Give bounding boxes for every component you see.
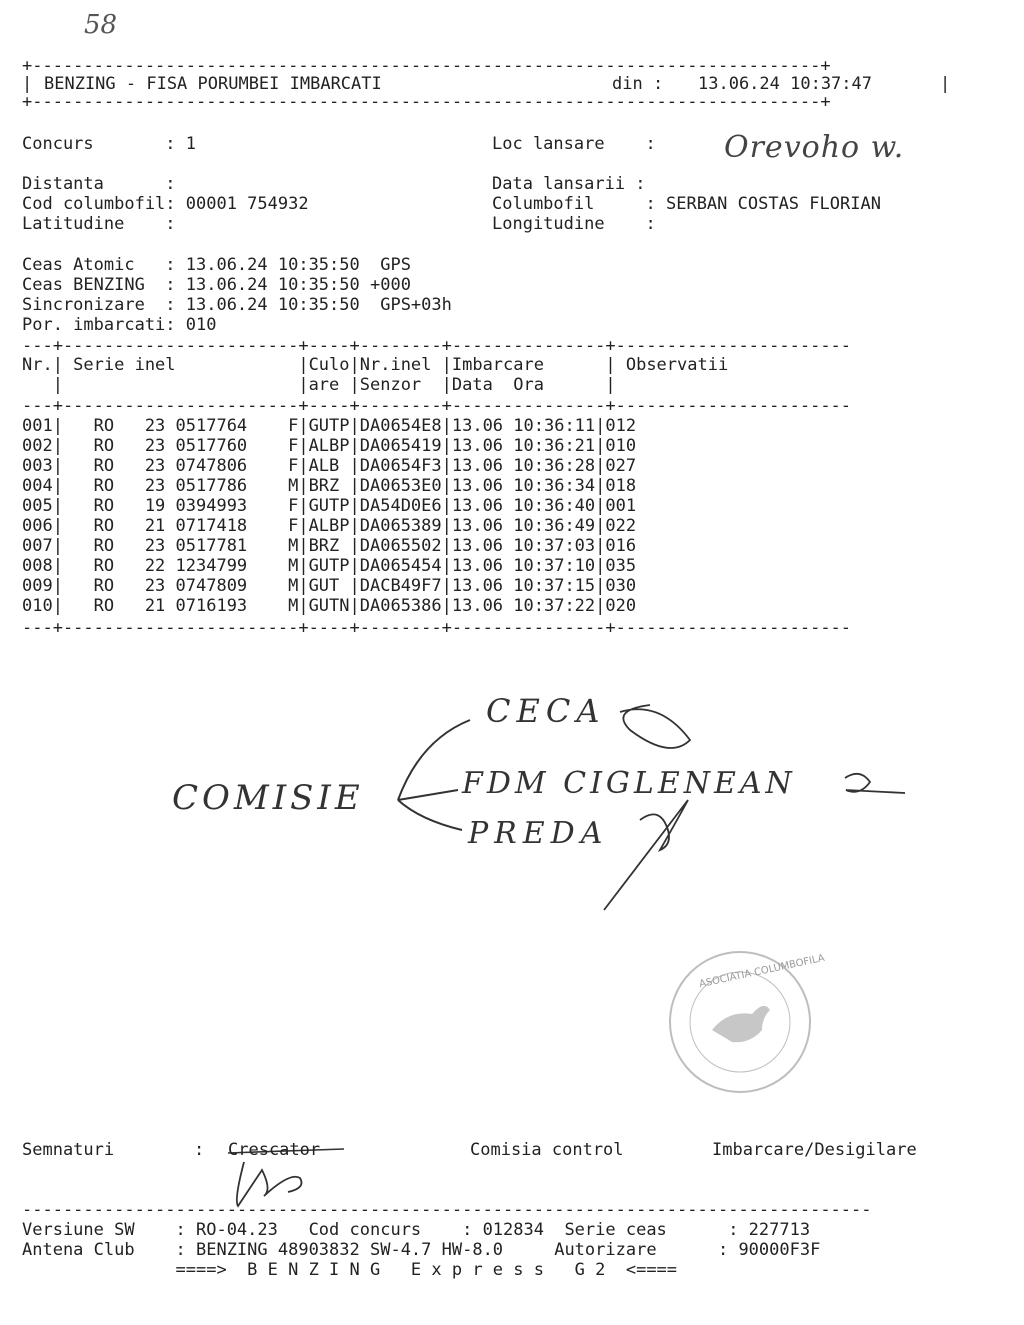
header-title: BENZING - FISA PORUMBEI IMBARCATI (44, 74, 382, 94)
table-header-line-2: | |are |Senzor |Data Ora | (22, 375, 616, 395)
signatures-crescator: Crescator (228, 1140, 321, 1160)
table-sep-top: ---+-----------------------+----+--------+---------------+----------------------- (22, 336, 852, 356)
table-header-line-1: Nr.| Serie inel |Culo|Nr.inel |Imbarcare | Observatii (22, 355, 729, 375)
header-left-bar: | (22, 74, 33, 94)
handwritten-name-ciglenean: FDM CIGLENEAN (462, 766, 796, 801)
table-row: 005| RO 19 0394993 F|GUTP|DA54D0E6|13.06 10:36:40|001 (22, 496, 637, 516)
table-row: 004| RO 23 0517786 M|BRZ |DA0653E0|13.06 10:36:34|018 (22, 476, 637, 496)
info-left-line-1: Concurs : 1 (22, 134, 196, 154)
table-row: 008| RO 22 1234799 M|GUTP|DA065454|13.06 10:37:10|035 (22, 556, 637, 576)
header-din-value: 13.06.24 10:37:47 (698, 74, 872, 94)
table-row: 002| RO 23 0517760 F|ALBP|DA065419|13.06 10:36:21|010 (22, 436, 637, 456)
signature-ciglenean (845, 774, 905, 793)
footer-separator: ----------------------------------------------------------------------------------- (22, 1200, 872, 1220)
table-row: 006| RO 21 0717418 F|ALBP|DA065389|13.06 10:36:49|022 (22, 516, 637, 536)
handwritten-name-preda: PREDA (468, 816, 609, 851)
info-left-line-4: Cod columbofil: 00001 754932 (22, 194, 309, 214)
clock-line-1: Ceas Atomic : 13.06.24 10:35:50 GPS (22, 255, 411, 275)
signatures-colon: : (194, 1140, 205, 1160)
signatures-label: Semnaturi (22, 1140, 115, 1160)
table-row: 009| RO 23 0747809 M|GUT |DACB49F7|13.06 10:37:15|030 (22, 576, 637, 596)
info-right-line-1: Loc lansare : (492, 134, 656, 154)
clock-line-3: Sincronizare : 13.06.24 10:35:50 GPS+03h (22, 295, 452, 315)
table-row: 001| RO 23 0517764 F|GUTP|DA0654E8|13.06 10:36:11|012 (22, 416, 637, 436)
info-left-line-5: Latitudine : (22, 214, 176, 234)
info-right-line-5: Longitudine : (492, 214, 656, 234)
info-right-line-3: Data lansarii : (492, 174, 646, 194)
table-sep-mid: ---+-----------------------+----+--------+---------------+----------------------- (22, 396, 852, 416)
commission-bracket (398, 720, 470, 830)
footer-line-2: Antena Club : BENZING 48903832 SW-4.7 HW-8.0 Autorizare : 90000F3F (22, 1240, 821, 1260)
header-border-top: +-----------------------------------------------------------------------------+ (22, 56, 831, 76)
clock-line-2: Ceas BENZING : 13.06.24 10:35:50 +000 (22, 275, 411, 295)
signatures-imbarcare: Imbarcare/Desigilare (712, 1140, 917, 1160)
table-row: 010| RO 21 0716193 M|GUTN|DA065386|13.06 10:37:22|020 (22, 596, 637, 616)
header-right-bar: | (940, 74, 951, 94)
handwritten-comisie: COMISIE (172, 778, 364, 818)
info-left-line-3: Distanta : (22, 174, 176, 194)
header-din-label: din : (612, 74, 664, 94)
table-row: 007| RO 23 0517781 M|BRZ |DA065502|13.06 10:37:03|016 (22, 536, 637, 556)
footer-line-3: ====> B E N Z I N G E x p r e s s G 2 <==== (22, 1260, 678, 1280)
clock-line-4: Por. imbarcati: 010 (22, 315, 217, 335)
page-number-mark: 58 (84, 10, 118, 40)
signatures-comisia: Comisia control (470, 1140, 624, 1160)
pigeon-icon (712, 1006, 770, 1042)
signature-preda (604, 800, 688, 910)
info-right-line-4: Columbofil : SERBAN COSTAS FLORIAN (492, 194, 881, 214)
footer-line-1: Versiune SW : RO-04.23 Cod concurs : 012834 Serie ceas : 227713 (22, 1220, 811, 1240)
header-border-bottom: +-----------------------------------------------------------------------------+ (22, 92, 831, 112)
table-sep-bottom: ---+-----------------------+----+--------+---------------+----------------------- (22, 618, 852, 638)
handwritten-name-ceca: CECA (486, 692, 606, 730)
loc-lansare-handwriting: Orevoho w. (724, 130, 905, 165)
table-row: 003| RO 23 0747806 F|ALB |DA0654F3|13.06 10:36:28|027 (22, 456, 637, 476)
signature-ceca (620, 705, 690, 748)
stamp-text: ASOCIATIA COLUMBOFILA (698, 952, 826, 991)
